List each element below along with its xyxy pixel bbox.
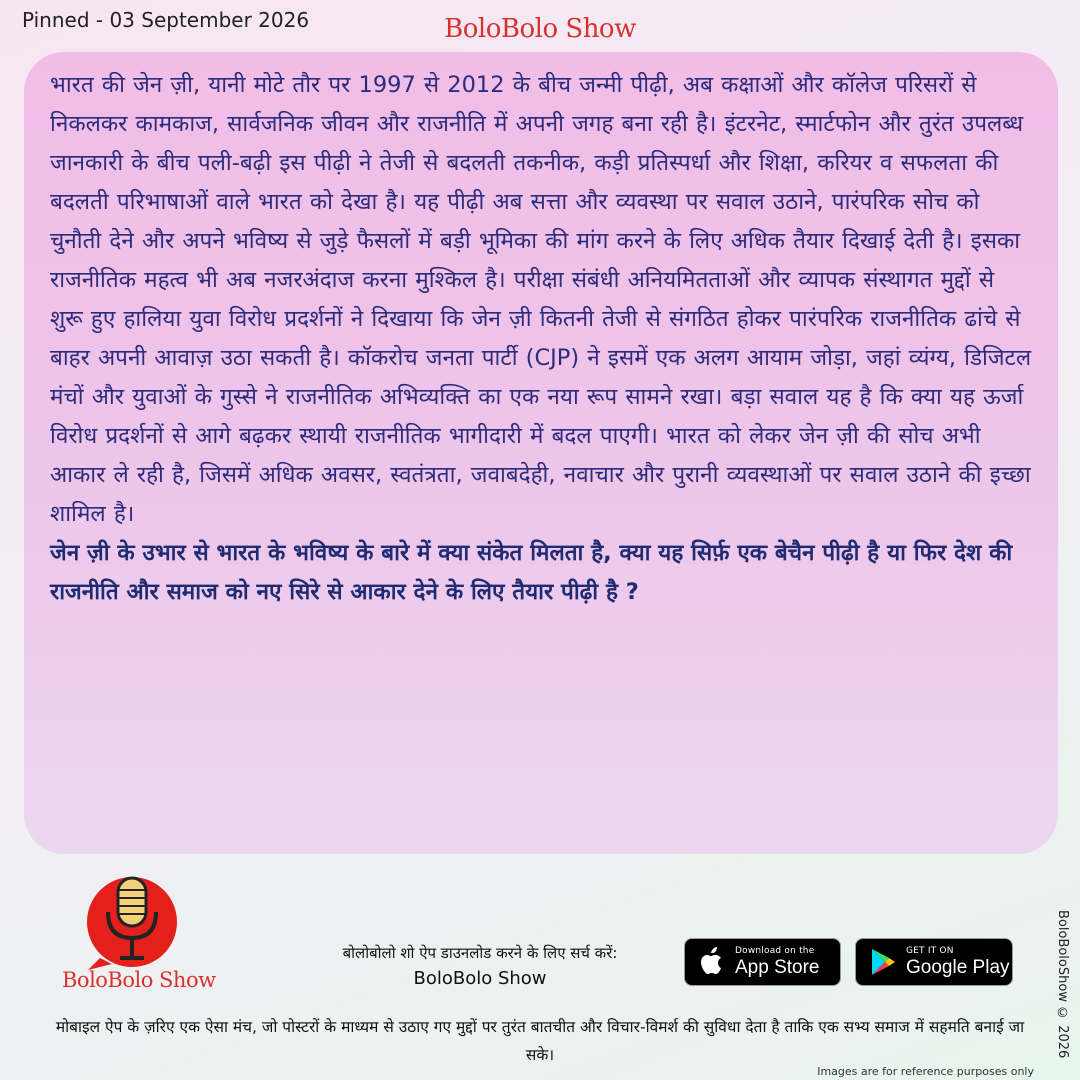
app-store-small-label: Download on the xyxy=(735,946,815,956)
content-card xyxy=(24,52,1058,854)
google-play-button[interactable] xyxy=(855,938,1013,986)
brand-title: BoloBolo Show xyxy=(444,14,636,44)
apple-icon xyxy=(695,945,729,979)
search-instruction xyxy=(290,940,670,992)
app-store-label: App Store xyxy=(735,957,820,978)
footer-description: मोबाइल ऐप के ज़रिए एक ऐसा मंच, जो पोस्टरों के माध्यम से उठाए गए मुद्दों पर तुरंत बातचीत और विचार-विमर्श की सुविधा देता है ताकि एक सभ्य समाज में सहमति बनाई जा सके। xyxy=(55,1018,1025,1064)
disclaimer-text: Images are for reference purposes only xyxy=(817,1065,1034,1078)
article-body: भारत की जेन ज़ी, यानी मोटे तौर पर 1997 से 2012 के बीच जन्मी पीढ़ी, अब कक्षाओं और कॉलेज परिसरों से निकलकर कामकाज, सार्वजनिक जीवन और राजनीति में अपनी जगह बना रही है। इंटरनेट, स्मार्टफोन और तुरंत उपलब्ध जानकारी के बीच पली-बढ़ी इस पीढ़ी ने तेजी से बदलती तकनीक, कड़ी प्रतिस्पर्धा और शिक्षा, करियर व सफलता की बदलती परिभाषाओं वाले भारत को देखा है। यह पीढ़ी अब सत्ता और व्यवस्था पर सवाल उठाने, पारंपरिक सोच को चुनौती देने और अपने भविष्य से जुड़े फैसलों में बड़ी भूमिका की मांग करने के लिए अधिक तैयार दिखाई देती है। इसका राजनीतिक महत्व भी अब नजरअंदाज करना मुश्किल है। परीक्षा संबंधी अनियमितताओं और व्यापक संस्थागत मुद्दों से शुरू हुए हालिया युवा विरोध प्रदर्शनों ने दिखाया कि जेन ज़ी कितनी तेजी से संगठित होकर पारंपरिक राजनीतिक ढांचे से बाहर अपनी आवाज़ उठा सकती है। कॉकरोच जनता पार्टी (CJP) ने इसमें एक अलग आयाम जोड़ा, जहां व्यंग्य, डिजिटल मंचों और युवाओं के गुस्से ने राजनीतिक अभिव्यक्ति का एक नया रूप सामने रखा। बड़ा सवाल यह है कि क्या यह ऊर्जा विरोध प्रदर्शनों से आगे बढ़कर स्थायी राजनीतिक भागीदारी में बदल पाएगी। भारत को लेकर जेन ज़ी की सोच अभी आकार ले रही है, जिसमें अधिक अवसर, स्वतंत्रता, जवाबदेही, नवाचार और पुरानी व्यवस्थाओं पर सवाल उठाने की इच्छा शामिल है। xyxy=(50,72,1032,527)
search-prompt: बोलोबोलो शो ऐप डाउनलोड करने के लिए सर्च करें: xyxy=(342,944,618,962)
google-play-icon xyxy=(866,945,900,979)
google-play-small-label: GET IT ON xyxy=(906,946,954,956)
pinned-date: Pinned - 03 September 2026 xyxy=(22,8,310,32)
google-play-label: Google Play xyxy=(906,957,1010,978)
discussion-question: जेन ज़ी के उभार से भारत के भविष्य के बारे में क्या संकेत मिलता है, क्या यह सिर्फ़ एक बेचैन पीढ़ी है या फिर देश की राजनीति और समाज को नए सिरे से आकार देने के लिए तैयार पीढ़ी है ? xyxy=(50,540,1013,605)
copyright-text: BoloBoloShow © 2026 xyxy=(1055,910,1070,1059)
app-store-button[interactable] xyxy=(684,938,841,986)
logo-text: BoloBolo Show xyxy=(62,968,216,992)
microphone-icon xyxy=(60,872,230,972)
search-app-name: BoloBolo Show xyxy=(413,968,547,989)
